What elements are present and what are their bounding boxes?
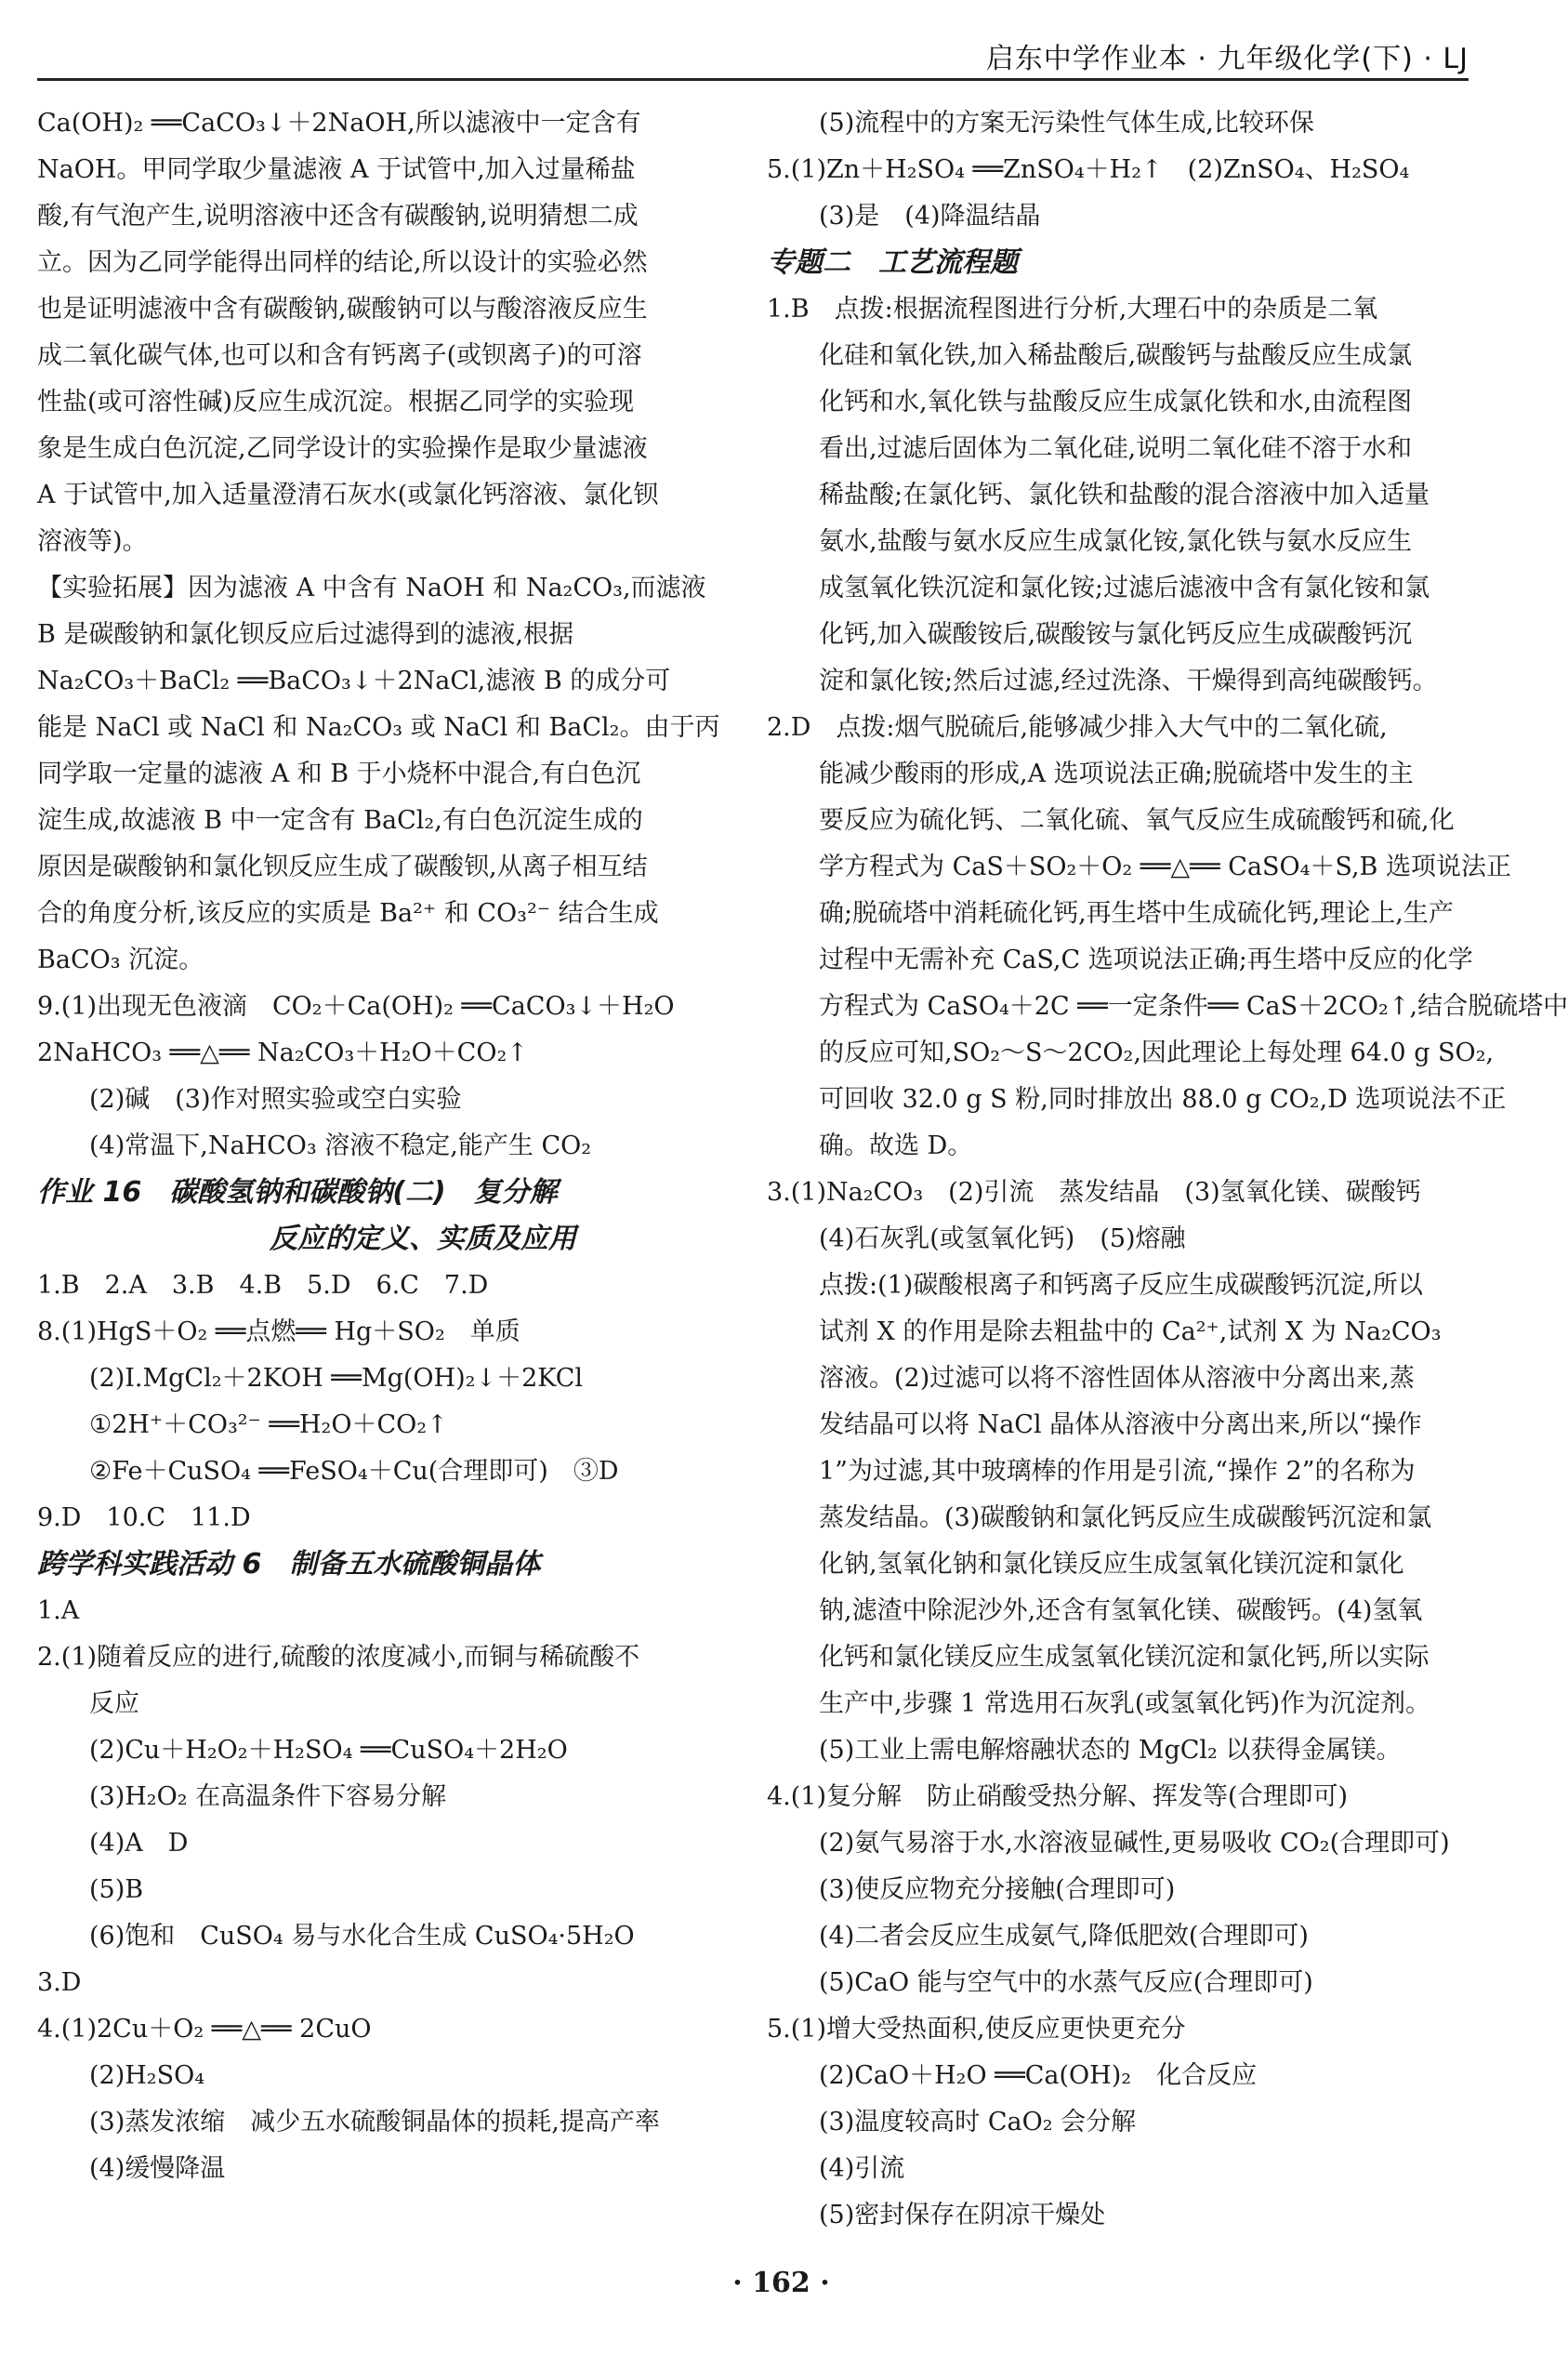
text-line: 点拨:(1)碳酸根离子和钙离子反应生成碳酸钙沉淀,所以 — [819, 1271, 1423, 1300]
text-line: Ca(OH)₂ ══CaCO₃↓＋2NaOH,所以滤液中一定含有 — [37, 109, 641, 138]
text-line: (3)H₂O₂ 在高温条件下容易分解 — [89, 1782, 447, 1811]
text-line: 5.(1)增大受热面积,使反应更快更充分 — [767, 2015, 1186, 2044]
text-line: 成氢氧化铁沉淀和氯化铵;过滤后滤液中含有氯化铵和氯 — [819, 574, 1430, 602]
text-line: 溶液。(2)过滤可以将不溶性固体从溶液中分离出来,蒸 — [819, 1364, 1415, 1393]
text-line: 原因是碳酸钠和氯化钡反应生成了碳酸钡,从离子相互结 — [37, 853, 648, 881]
text-line: 确。故选 D。 — [819, 1131, 973, 1160]
text-line: (5)CaO 能与空气中的水蒸气反应(合理即可) — [819, 1968, 1313, 1997]
text-line: 3.(1)Na₂CO₃ (2)引流 蒸发结晶 (3)氢氧化镁、碳酸钙 — [767, 1178, 1421, 1207]
text-line: 的反应可知,SO₂～S～2CO₂,因此理论上每处理 64.0 g SO₂, — [819, 1038, 1495, 1067]
text-line: (4)石灰乳(或氢氧化钙) (5)熔融 — [819, 1224, 1186, 1253]
text-line: 反应 — [89, 1689, 139, 1718]
text-line: (2)CaO＋H₂O ══Ca(OH)₂ 化合反应 — [819, 2061, 1258, 2090]
section-heading: 专题二 工艺流程题 — [767, 246, 1018, 279]
text-line: 溶液等)。 — [37, 527, 148, 556]
text-line: 4.(1)复分解 防止硝酸受热分解、挥发等(合理即可) — [767, 1782, 1349, 1811]
text-line: 过程中无需补充 CaS,C 选项说法正确;再生塔中反应的化学 — [819, 946, 1473, 974]
text-line: (4)常温下,NaHCO₃ 溶液不稳定,能产生 CO₂ — [89, 1131, 592, 1160]
page-header: 启东中学作业本 · 九年级化学(下) · LJ — [985, 43, 1469, 75]
text-line: 2NaHCO₃ ══△══ Na₂CO₃＋H₂O＋CO₂↑ — [37, 1038, 528, 1067]
text-line: (2)H₂SO₄ — [89, 2061, 205, 2090]
text-line: 化钙和水,氧化铁与盐酸反应生成氯化铁和水,由流程图 — [819, 388, 1413, 417]
text-line: Na₂CO₃＋BaCl₂ ══BaCO₃↓＋2NaCl,滤液 B 的成分可 — [37, 667, 671, 695]
text-line: (2)Ⅰ.MgCl₂＋2KOH ══Mg(OH)₂↓＋2KCl — [89, 1364, 583, 1393]
text-line: (2)Cu＋H₂O₂＋H₂SO₄ ══CuSO₄＋2H₂O — [89, 1736, 568, 1765]
text-line: 成二氧化碳气体,也可以和含有钙离子(或钡离子)的可溶 — [37, 341, 642, 370]
text-line: 可回收 32.0 g S 粉,同时排放出 88.0 g CO₂,D 选项说法不正 — [819, 1085, 1507, 1114]
text-line: (4)二者会反应生成氨气,降低肥效(合理即可) — [819, 1922, 1309, 1951]
text-line: 1.B 2.A 3.B 4.B 5.D 6.C 7.D — [37, 1271, 489, 1300]
text-line: 化硅和氧化铁,加入稀盐酸后,碳酸钙与盐酸反应生成氯 — [819, 341, 1413, 370]
text-line: 发结晶可以将 NaCl 晶体从溶液中分离出来,所以“操作 — [819, 1410, 1422, 1439]
text-line: 方程式为 CaSO₄＋2C ══一定条件══ CaS＋2CO₂↑,结合脱硫塔中 — [819, 992, 1568, 1021]
text-line: (6)饱和 CuSO₄ 易与水化合生成 CuSO₄·5H₂O — [89, 1922, 635, 1951]
text-line: (5)B — [89, 1875, 144, 1904]
page-number: · 162 · — [732, 2267, 830, 2299]
text-line: 【实验拓展】因为滤液 A 中含有 NaOH 和 Na₂CO₃,而滤液 — [37, 574, 706, 602]
section-heading: 反应的定义、实质及应用 — [270, 1223, 576, 1255]
text-line: 化钙,加入碳酸铵后,碳酸铵与氯化钙反应生成碳酸钙沉 — [819, 620, 1413, 649]
text-line: 氨水,盐酸与氨水反应生成氯化铵,氯化铁与氨水反应生 — [819, 527, 1413, 556]
text-line: (3)蒸发浓缩 减少五水硫酸铜晶体的损耗,提高产率 — [89, 2108, 660, 2136]
header-rule — [37, 78, 1469, 81]
text-line: (5)密封保存在阴凉干燥处 — [819, 2201, 1106, 2229]
text-line: 合的角度分析,该反应的实质是 Ba²⁺ 和 CO₃²⁻ 结合生成 — [37, 899, 659, 928]
text-line: 化钠,氢氧化钠和氯化镁反应生成氢氧化镁沉淀和氯化 — [819, 1550, 1404, 1579]
text-line: 蒸发结晶。(3)碳酸钠和氯化钙反应生成碳酸钙沉淀和氯 — [819, 1503, 1432, 1532]
text-line: 立。因为乙同学能得出同样的结论,所以设计的实验必然 — [37, 248, 648, 277]
text-line: (4)缓慢降温 — [89, 2154, 226, 2183]
right-column — [767, 100, 1568, 2239]
text-line: 2.(1)随着反应的进行,硫酸的浓度减小,而铜与稀硫酸不 — [37, 1643, 640, 1672]
text-line: 学方程式为 CaS＋SO₂＋O₂ ══△══ CaSO₄＋S,B 选项说法正 — [819, 853, 1511, 881]
text-line: 生产中,步骤 1 常选用石灰乳(或氢氧化钙)作为沉淀剂。 — [819, 1689, 1430, 1718]
text-line: BaCO₃ 沉淀。 — [37, 946, 204, 974]
text-line: 9.D 10.C 11.D — [37, 1503, 251, 1532]
text-line: 稀盐酸;在氯化钙、氯化铁和盐酸的混合溶液中加入适量 — [819, 481, 1430, 509]
text-line: 看出,过滤后固体为二氧化硅,说明二氧化硅不溶于水和 — [819, 434, 1413, 463]
text-line: 要反应为硫化钙、二氧化硫、氧气反应生成硫酸钙和硫,化 — [819, 806, 1455, 835]
text-line: (5)流程中的方案无污染性气体生成,比较环保 — [819, 109, 1314, 138]
text-line: NaOH。甲同学取少量滤液 A 于试管中,加入过量稀盐 — [37, 155, 636, 184]
text-line: (4)A D — [89, 1829, 189, 1858]
text-line: 象是生成白色沉淀,乙同学设计的实验操作是取少量滤液 — [37, 434, 648, 463]
text-line: A 于试管中,加入适量澄清石灰水(或氯化钙溶液、氯化钡 — [37, 481, 659, 509]
text-line: 能减少酸雨的形成,A 选项说法正确;脱硫塔中发生的主 — [819, 760, 1414, 788]
text-line: (5)工业上需电解熔融状态的 MgCl₂ 以获得金属镁。 — [819, 1736, 1402, 1765]
section-heading: 作业 16 碳酸氢钠和碳酸钠(二) 复分解 — [37, 1176, 558, 1209]
text-line: ①2H⁺＋CO₃²⁻ ══H₂O＋CO₂↑ — [89, 1410, 448, 1439]
text-line: 性盐(或可溶性碱)反应生成沉淀。根据乙同学的实验现 — [37, 388, 635, 417]
text-line: 1.B 点拨:根据流程图进行分析,大理石中的杂质是二氧 — [767, 295, 1378, 324]
text-line: B 是碳酸钠和氯化钡反应后过滤得到的滤液,根据 — [37, 620, 574, 649]
text-line: 能是 NaCl 或 NaCl 和 Na₂CO₃ 或 NaCl 和 BaCl₂。由于丙 — [37, 713, 720, 742]
text-line: (3)是 (4)降温结晶 — [819, 202, 1041, 231]
text-line: 同学取一定量的滤液 A 和 B 于小烧杯中混合,有白色沉 — [37, 760, 641, 788]
text-line: 2.D 点拨:烟气脱硫后,能够减少排入大气中的二氧化硫, — [767, 713, 1388, 742]
text-line: 3.D — [37, 1968, 82, 1997]
text-line: (3)使反应物充分接触(合理即可) — [819, 1875, 1176, 1904]
text-line: 也是证明滤液中含有碳酸钠,碳酸钠可以与酸溶液反应生 — [37, 295, 648, 324]
text-line: (3)温度较高时 CaO₂ 会分解 — [819, 2108, 1137, 2136]
left-column — [37, 100, 734, 2192]
section-heading: 跨学科实践活动 6 制备五水硫酸铜晶体 — [37, 1548, 541, 1581]
text-line: (2)碱 (3)作对照实验或空白实验 — [89, 1085, 462, 1114]
text-line: 钠,滤渣中除泥沙外,还含有氢氧化镁、碳酸钙。(4)氢氧 — [819, 1596, 1423, 1625]
text-line: 试剂 X 的作用是除去粗盐中的 Ca²⁺,试剂 X 为 Na₂CO₃ — [819, 1317, 1442, 1346]
text-line: 化钙和氯化镁反应生成氢氧化镁沉淀和氯化钙,所以实际 — [819, 1643, 1430, 1672]
text-line: 淀和氯化铵;然后过滤,经过洗涤、干燥得到高纯碳酸钙。 — [819, 667, 1438, 695]
text-line: 酸,有气泡产生,说明溶液中还含有碳酸钠,说明猜想二成 — [37, 202, 639, 231]
text-line: (4)引流 — [819, 2154, 905, 2183]
text-line: 1.A — [37, 1596, 80, 1625]
text-line: 5.(1)Zn＋H₂SO₄ ══ZnSO₄＋H₂↑ (2)ZnSO₄、H₂SO₄ — [767, 155, 1410, 184]
text-line: 1”为过滤,其中玻璃棒的作用是引流,“操作 2”的名称为 — [819, 1457, 1416, 1486]
text-line: 4.(1)2Cu＋O₂ ══△══ 2CuO — [37, 2015, 372, 2044]
text-line: 确;脱硫塔中消耗硫化钙,再生塔中生成硫化钙,理论上,生产 — [819, 899, 1454, 928]
text-line: 9.(1)出现无色液滴 CO₂＋Ca(OH)₂ ══CaCO₃↓＋H₂O — [37, 992, 675, 1021]
text-line: ②Fe＋CuSO₄ ══FeSO₄＋Cu(合理即可) ③D — [89, 1457, 619, 1486]
text-line: 淀生成,故滤液 B 中一定含有 BaCl₂,有白色沉淀生成的 — [37, 806, 643, 835]
text-line: (2)氨气易溶于水,水溶液显碱性,更易吸收 CO₂(合理即可) — [819, 1829, 1450, 1858]
text-line: 8.(1)HgS＋O₂ ══点燃══ Hg＋SO₂ 单质 — [37, 1317, 520, 1346]
